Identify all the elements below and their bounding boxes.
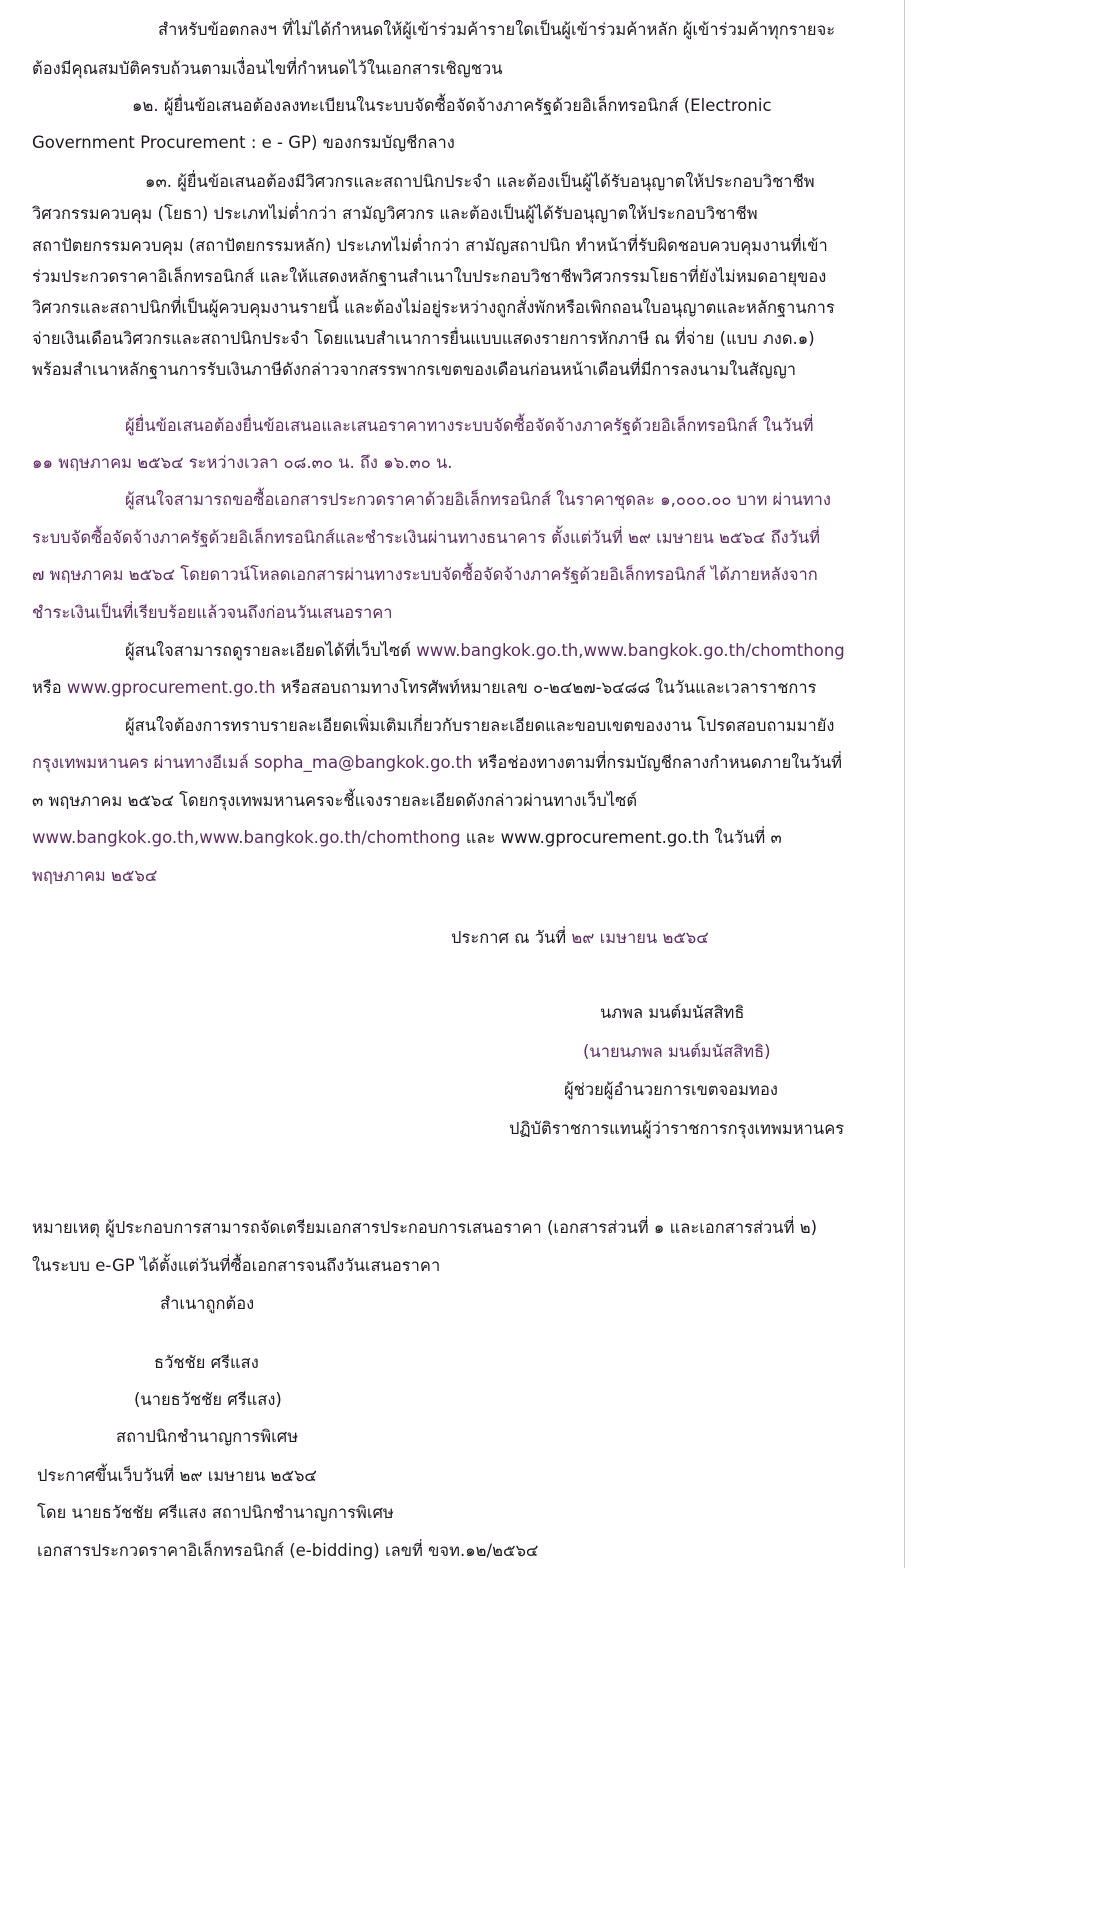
inquiry-date-text: และ www.gprocurement.go.th ในวันที่ ๓ bbox=[460, 828, 782, 847]
joint-venture-line-2: ต้องมีคุณสมบัติครบถ้วนตามเงื่อนไขที่กำหนดไว้ในเอกสารเชิญชวน bbox=[32, 59, 503, 78]
signatory-full-name: (นายนภพล มนต์มนัสสิทธิ) bbox=[583, 1042, 771, 1061]
details-text: ผู้สนใจสามารถดูรายละเอียดได้ที่เว็บไซต์ bbox=[125, 641, 417, 660]
inquiry-line-1: ผู้สนใจต้องการทราบรายละเอียดเพิ่มเติมเกี่ยวกับรายละเอียดและขอบเขตของงาน โปรดสอบถามมายัง bbox=[125, 716, 835, 735]
inquiry-line-4 bbox=[32, 826, 782, 850]
purchase-line-1: ผู้สนใจสามารถขอซื้อเอกสารประกวดราคาด้วยอิเล็กทรอนิกส์ ในราคาชุดละ ๑,๐๐๐.๐๐ บาท ผ่านทาง bbox=[125, 490, 831, 509]
certified-position: สถาปนิกชำนาญการพิเศษ bbox=[116, 1427, 299, 1446]
item-13-line-3: สถาปัตยกรรมควบคุม (สถาปัตยกรรมหลัก) ประเภทไม่ต่ำกว่า สามัญสถาปนิก ทำหน้าที่รับผิดชอบควบคุมงานที่เข้า bbox=[32, 236, 828, 255]
announcement-date-value: ๒๙ เมษายน ๒๕๖๔ bbox=[571, 928, 709, 947]
inquiry-bma-text: กรุงเทพมหานคร ผ่านทางอีเมล์ bbox=[32, 753, 254, 772]
gprocurement-link[interactable]: www.gprocurement.go.th bbox=[66, 678, 276, 697]
signatory-position: ผู้ช่วยผู้อำนวยการเขตจอมทอง bbox=[564, 1080, 778, 1099]
details-line-2 bbox=[32, 676, 817, 700]
certified-label: สำเนาถูกต้อง bbox=[160, 1294, 255, 1313]
bangkok-website-link[interactable]: www.bangkok.go.th,www.bangkok.go.th/chomthong bbox=[416, 641, 845, 660]
posted-date: ประกาศขึ้นเว็บวันที่ ๒๙ เมษายน ๒๕๖๔ bbox=[37, 1466, 317, 1485]
item-13-line-6: จ่ายเงินเดือนวิศวกรและสถาปนิกประจำ โดยแนบสำเนาการยื่นแบบแสดงรายการหักภาษี ณ ที่จ่าย (แบบ ภงด.๑) bbox=[32, 329, 815, 348]
inquiry-line-2 bbox=[32, 751, 842, 775]
posted-by: โดย นายธวัชชัย ศรีแสง สถาปนิกชำนาญการพิเศษ bbox=[37, 1503, 394, 1522]
page-edge-divider bbox=[904, 0, 905, 1568]
purchase-line-4: ชำระเงินเป็นที่เรียบร้อยแล้วจนถึงก่อนวันเสนอราคา bbox=[32, 603, 393, 622]
submission-line-2: ๑๑ พฤษภาคม ๒๕๖๔ ระหว่างเวลา ๐๘.๓๐ น. ถึง ๑๖.๓๐ น. bbox=[32, 453, 453, 472]
document-number: เอกสารประกวดราคาอิเล็กทรอนิกส์ (e-bidding) เลขที่ ขจท.๑๒/๒๕๖๔ bbox=[37, 1541, 539, 1560]
note-line-1: หมายเหตุ ผู้ประกอบการสามารถจัดเตรียมเอกสารประกอบการเสนอราคา (เอกสารส่วนที่ ๑ และเอกสารส่วนที่ ๒) bbox=[32, 1218, 818, 1237]
item-13-line-4: ร่วมประกวดราคาอิเล็กทรอนิกส์ และให้แสดงหลักฐานสำเนาใบประกอบวิชาชีพวิศวกรรมโยธาที่ยังไม่หมดอายุของ bbox=[32, 267, 827, 286]
purchase-line-2: ระบบจัดซื้อจัดจ้างภาครัฐด้วยอิเล็กทรอนิกส์และชำระเงินผ่านทางธนาคาร ตั้งแต่วันที่ ๒๙ เมษายน ๒๕๖๔ ถึงวันที่ bbox=[32, 528, 821, 547]
item-13-line-2: วิศวกรรมควบคุม (โยธา) ประเภทไม่ต่ำกว่า สามัญวิศวกร และต้องเป็นผู้ได้รับอนุญาตให้ประกอบวิชาชีพ bbox=[32, 204, 758, 223]
inquiry-deadline-text: หรือช่องทางตามที่กรมบัญชีกลางกำหนดภายในวันที่ bbox=[472, 753, 843, 772]
item-12-line-2: Government Procurement : e - GP) ของกรมบัญชีกลาง bbox=[32, 133, 455, 152]
inquiry-line-3: ๓ พฤษภาคม ๒๕๖๔ โดยกรุงเทพมหานครจะชี้แจงรายละเอียดดังกล่าวผ่านทางเว็บไซต์ bbox=[32, 791, 638, 810]
announcement-date bbox=[451, 926, 709, 950]
item-13-line-5: วิศวกรและสถาปนิกที่เป็นผู้ควบคุมงานรายนี้ และต้องไม่อยู่ระหว่างถูกสั่งพักหรือเพิกถอนใบอนุญาตและหลักฐานการ bbox=[32, 298, 835, 317]
signatory-name: นภพล มนต์มนัสสิทธิ bbox=[600, 1003, 745, 1022]
details-line-1 bbox=[125, 639, 845, 663]
announcement-prefix: ประกาศ ณ วันที่ bbox=[451, 928, 572, 947]
details-or-text: หรือ bbox=[32, 678, 67, 697]
inquiry-line-5: พฤษภาคม ๒๕๖๔ bbox=[32, 866, 158, 885]
item-13-line-1: ๑๓. ผู้ยื่นข้อเสนอต้องมีวิศวกรและสถาปนิกประจำ และต้องเป็นผู้ได้รับอนุญาตให้ประกอบวิชาชีพ bbox=[145, 172, 815, 191]
certified-name: ธวัชชัย ศรีแสง bbox=[154, 1353, 259, 1372]
signatory-acting: ปฏิบัติราชการแทนผู้ว่าราชการกรุงเทพมหานคร bbox=[509, 1119, 845, 1138]
item-13-line-7: พร้อมสำเนาหลักฐานการรับเงินภาษีดังกล่าวจากสรรพากรเขตของเดือนก่อนหน้าเดือนที่มีการลงนามในสัญญา bbox=[32, 360, 797, 379]
bangkok-website-link-2[interactable]: www.bangkok.go.th,www.bangkok.go.th/chomthong bbox=[32, 828, 461, 847]
purchase-line-3: ๗ พฤษภาคม ๒๕๖๔ โดยดาวน์โหลดเอกสารผ่านทางระบบจัดซื้อจัดจ้างภาครัฐด้วยอิเล็กทรอนิกส์ ได้ภายหลังจาก bbox=[32, 565, 818, 584]
email-link[interactable]: sopha_ma@bangkok.go.th bbox=[253, 753, 473, 772]
item-12-line-1: ๑๒. ผู้ยื่นข้อเสนอต้องลงทะเบียนในระบบจัดซื้อจัดจ้างภาครัฐด้วยอิเล็กทรอนิกส์ (Electronic bbox=[132, 96, 772, 115]
submission-line-1: ผู้ยื่นข้อเสนอต้องยื่นข้อเสนอและเสนอราคาทางระบบจัดซื้อจัดจ้างภาครัฐด้วยอิเล็กทรอนิกส์ ในวันที่ bbox=[125, 416, 814, 435]
certified-full-name: (นายธวัชชัย ศรีแสง) bbox=[134, 1390, 282, 1409]
note-line-2: ในระบบ e-GP ได้ตั้งแต่วันที่ซื้อเอกสารจนถึงวันเสนอราคา bbox=[32, 1256, 441, 1275]
details-phone-text: หรือสอบถามทางโทรศัพท์หมายเลข ๐-๒๔๒๗-๖๔๘๘ ในวันและเวลาราชการ bbox=[275, 678, 817, 697]
joint-venture-line-1: สำหรับข้อตกลงฯ ที่ไม่ได้กำหนดให้ผู้เข้าร่วมค้ารายใดเป็นผู้เข้าร่วมค้าหลัก ผู้เข้าร่วมค้าทุกรายจะ bbox=[158, 20, 836, 39]
